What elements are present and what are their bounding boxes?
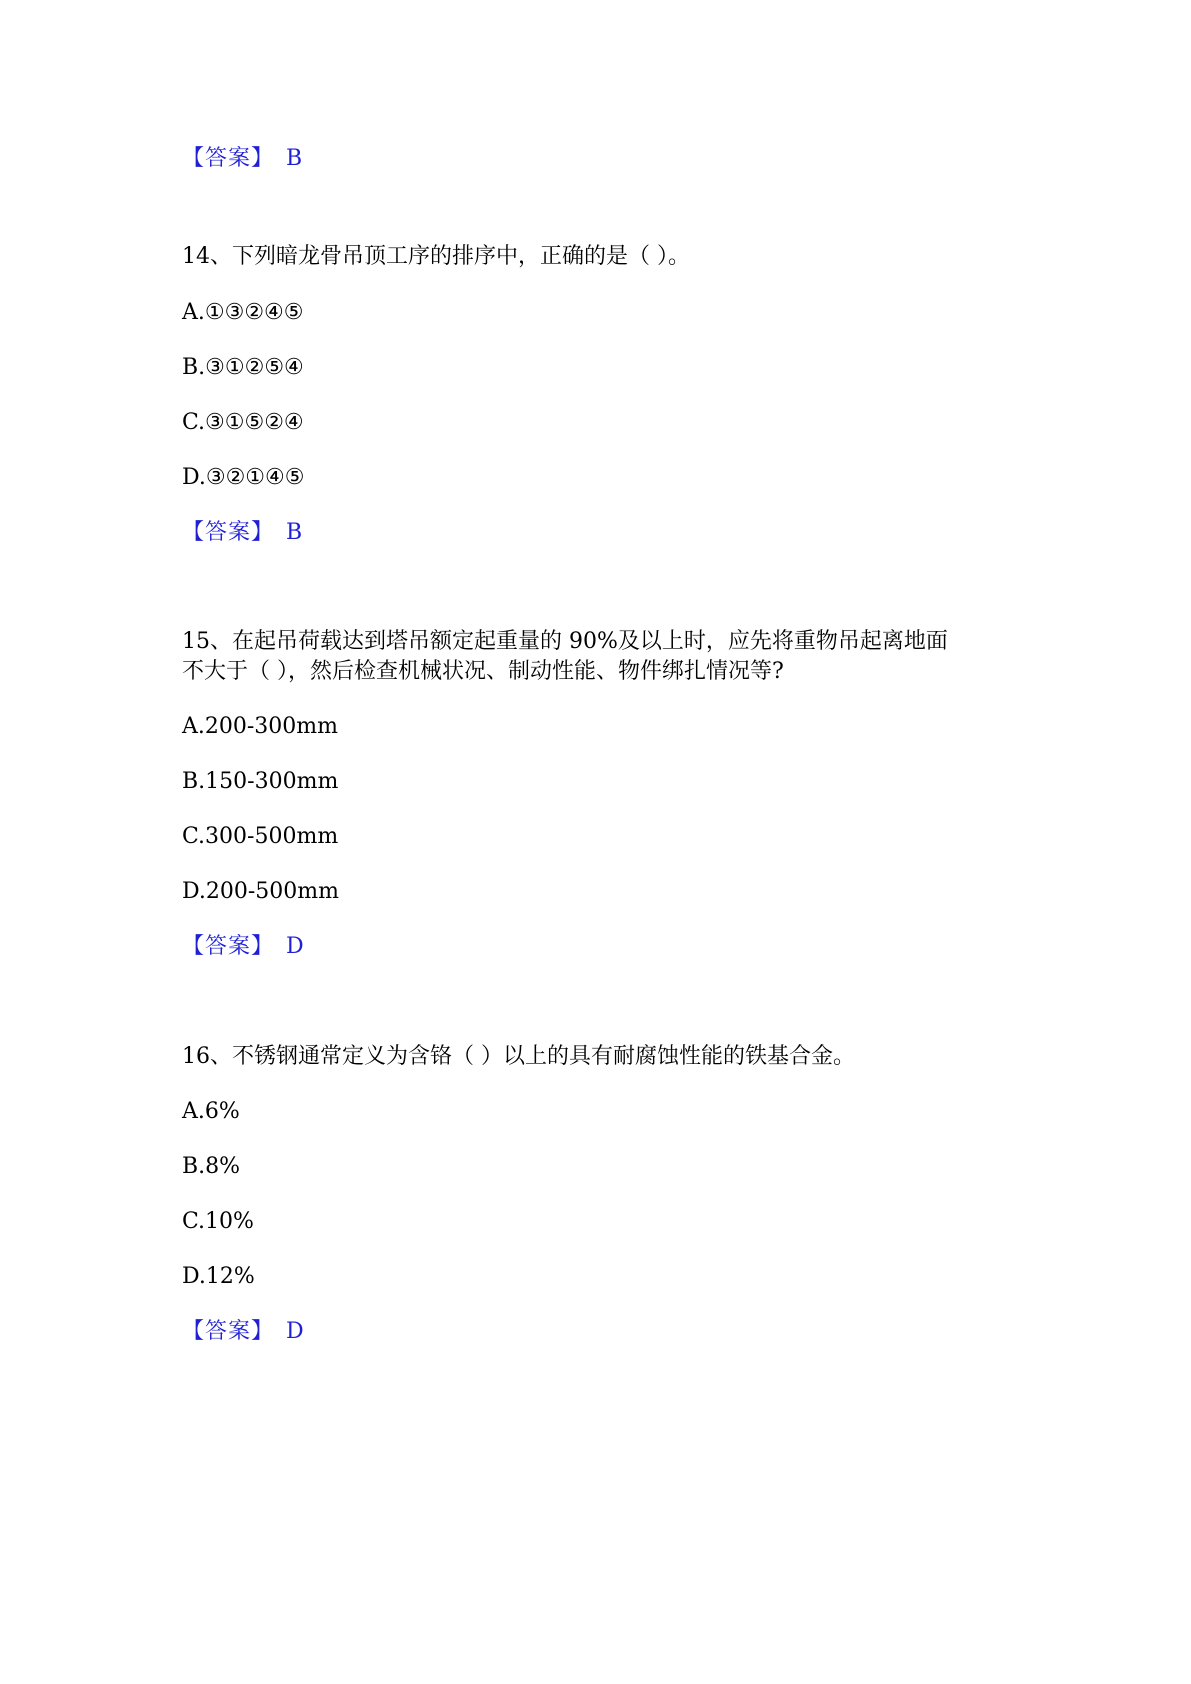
option-b: B.150-300mm	[182, 769, 339, 794]
answer-label: 【答案】	[182, 1319, 275, 1344]
answer-value: B	[286, 520, 303, 545]
option-c: C.③①⑤②④	[182, 410, 304, 435]
question-stem-line2: 不大于（ ），然后检查机械状况、制动性能、物件绑扎情况等?	[182, 659, 784, 684]
option-a: A.①③②④⑤	[182, 300, 304, 325]
answer-label: 【答案】	[182, 934, 275, 959]
option-d: D.③②①④⑤	[182, 465, 305, 490]
question-stem: 16、不锈钢通常定义为含铬（ ）以上的具有耐腐蚀性能的铁基合金。	[182, 1044, 855, 1069]
answer-line	[182, 518, 302, 548]
option-d: D.200-500mm	[182, 879, 339, 904]
answer-value: B	[286, 146, 303, 171]
answer-value: D	[286, 934, 304, 959]
option-d: D.12%	[182, 1264, 255, 1289]
option-b: B.8%	[182, 1154, 241, 1179]
option-a: A.6%	[182, 1099, 240, 1124]
option-c: C.10%	[182, 1209, 254, 1234]
answer-label: 【答案】	[182, 520, 275, 545]
option-c: C.300-500mm	[182, 824, 339, 849]
option-a: A.200-300mm	[182, 714, 339, 739]
answer-line	[182, 1317, 304, 1347]
answer-value: D	[286, 1319, 304, 1344]
answer-line	[182, 144, 302, 174]
question-stem: 15、在起吊荷载达到塔吊额定起重量的 90%及以上时，应先将重物吊起离地面	[182, 629, 948, 654]
answer-label: 【答案】	[182, 146, 275, 171]
question-stem: 14、下列暗龙骨吊顶工序的排序中，正确的是（ ）。	[182, 244, 690, 269]
option-b: B.③①②⑤④	[182, 355, 304, 380]
answer-line	[182, 932, 304, 962]
